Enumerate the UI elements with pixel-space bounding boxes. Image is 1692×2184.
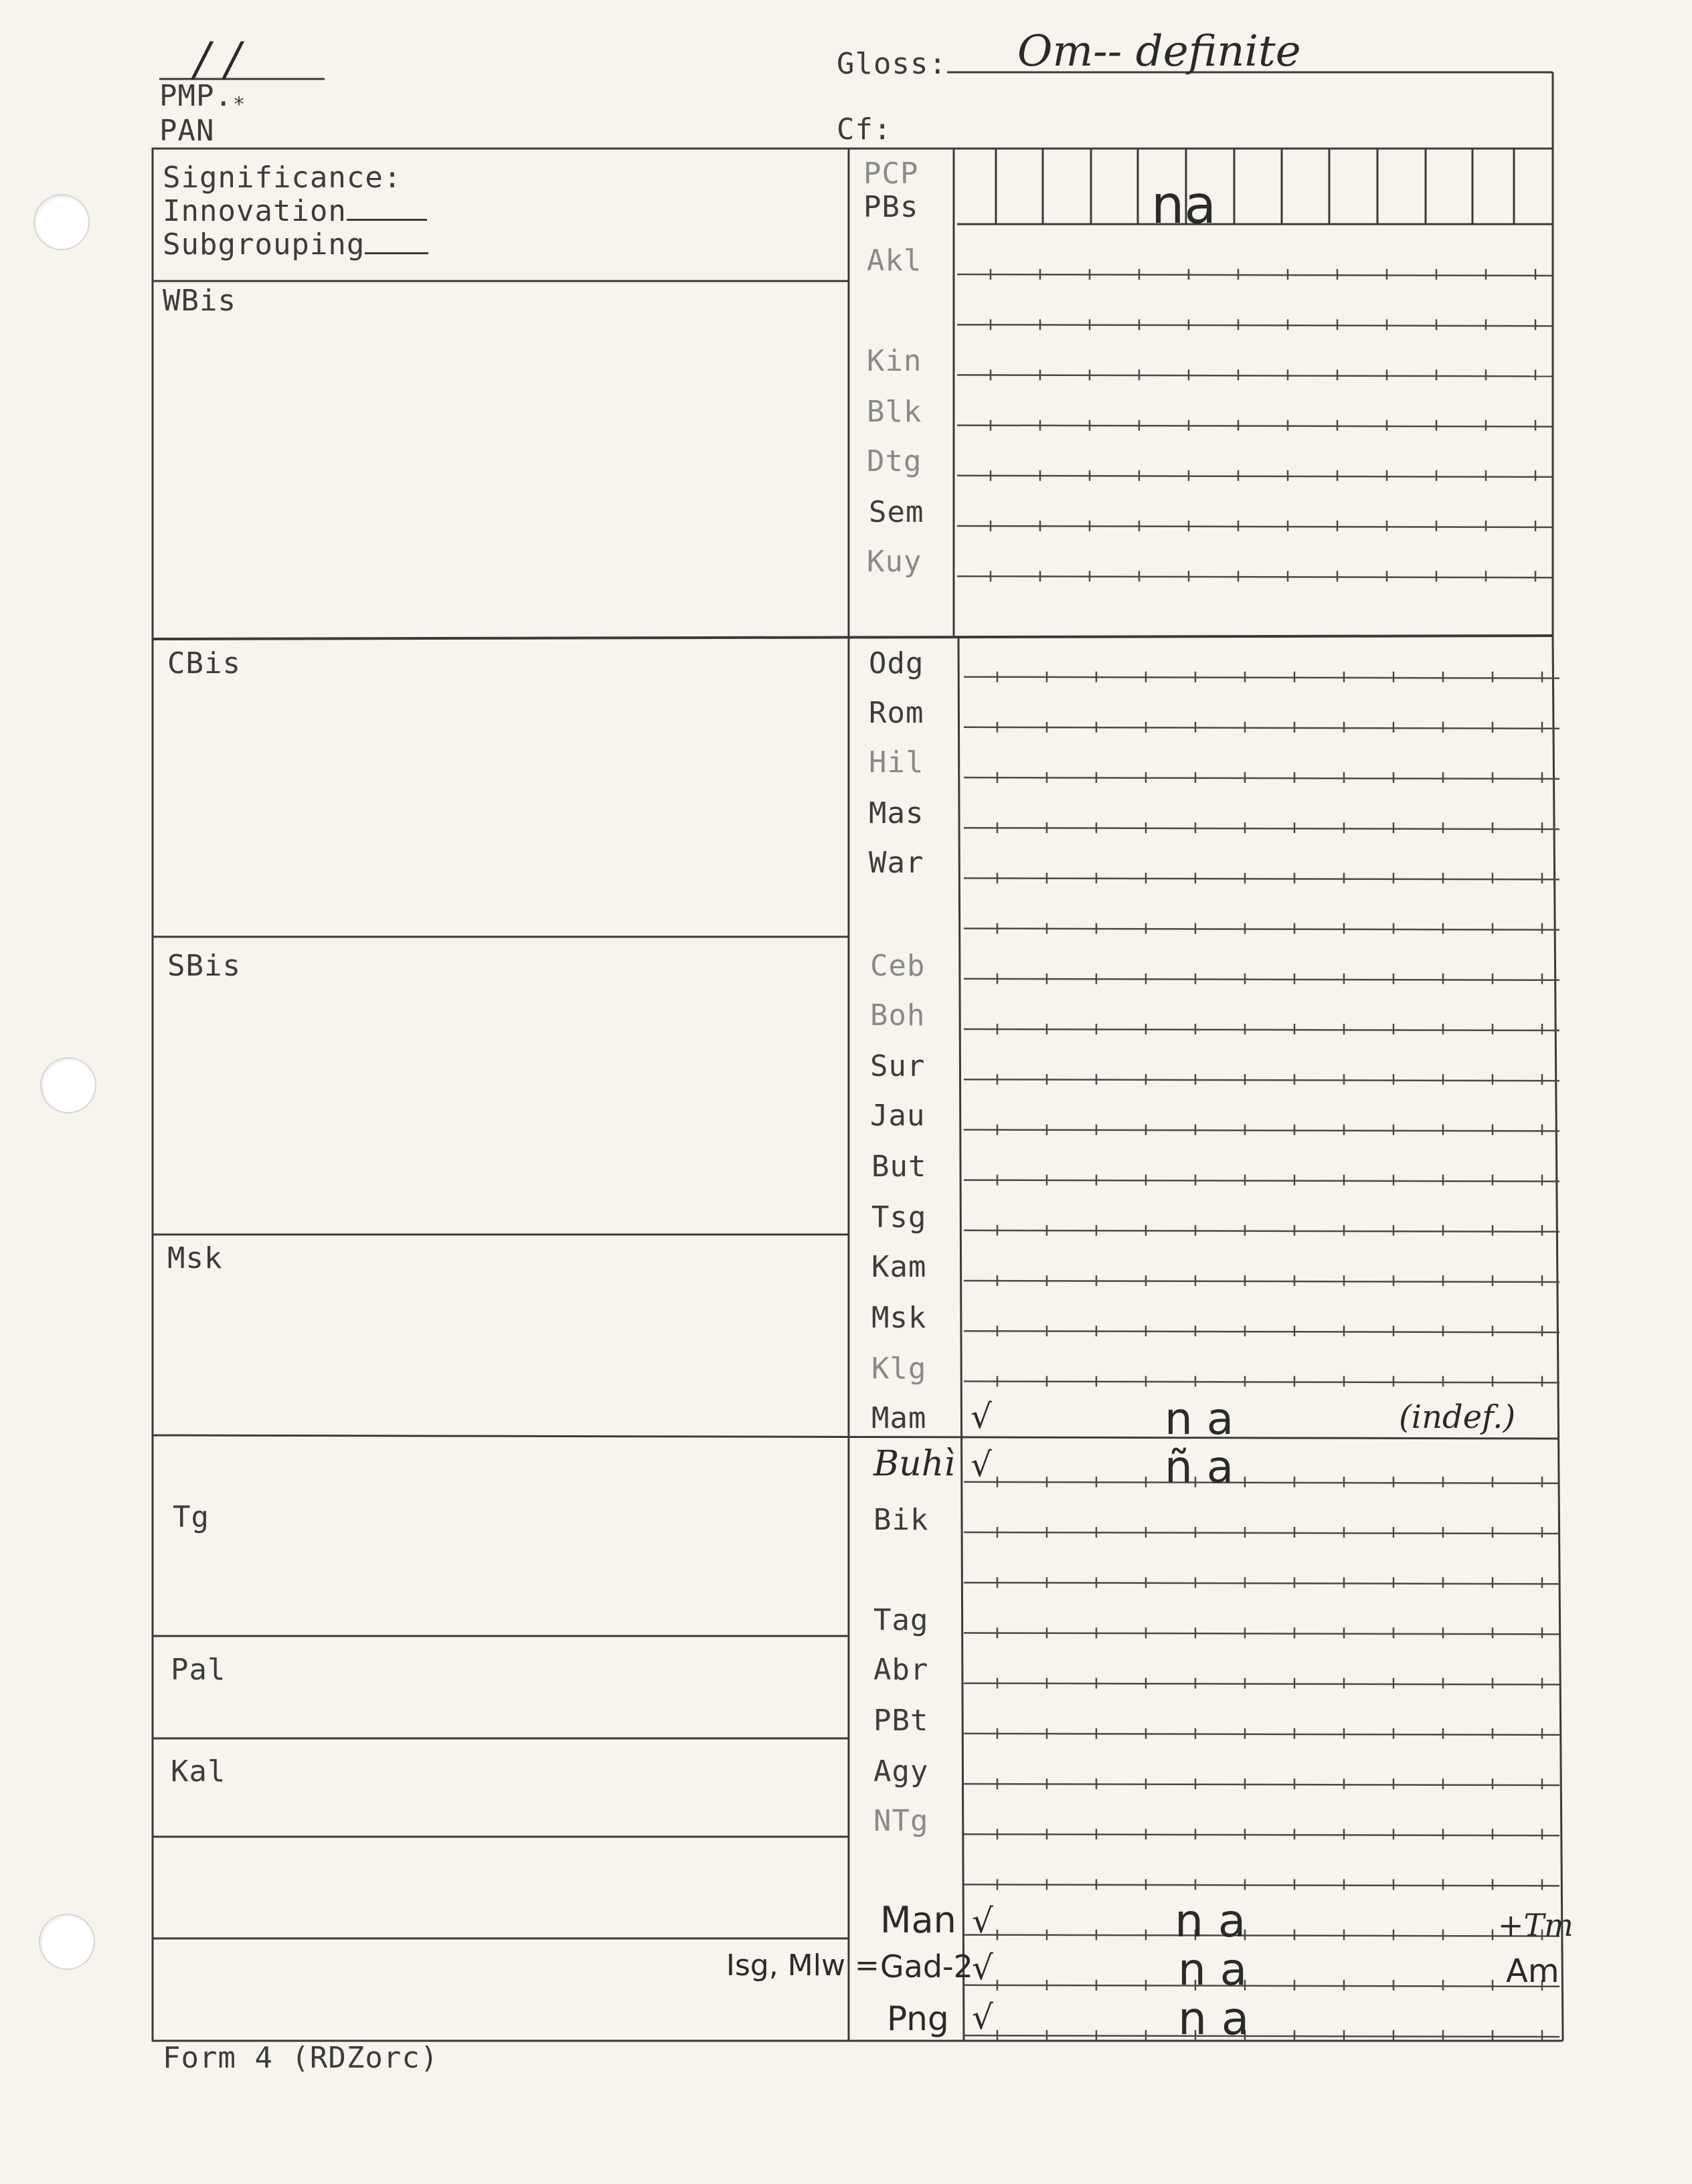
rule-line: [964, 1180, 1559, 1182]
rule-line: [957, 325, 1553, 326]
mam-form: n a: [1165, 1393, 1234, 1445]
gad-note: Am: [1506, 1952, 1559, 1990]
rule-line: [964, 2035, 1559, 2037]
lang-pcp: PCP: [863, 157, 919, 191]
man-label: Man: [880, 1899, 956, 1941]
lang-ntg: NTg: [873, 1804, 929, 1838]
section-wbis: WBis: [163, 284, 236, 318]
lang-kuy: Kuy: [867, 545, 922, 579]
rule-line: [964, 1683, 1559, 1685]
man-note: +Tm: [1498, 1907, 1574, 1943]
lang-tag: Tag: [873, 1603, 929, 1637]
rule-line: [964, 1079, 1559, 1081]
rule-line: [964, 828, 1559, 829]
lang-mam: Mam: [871, 1401, 927, 1435]
lang-blk: Blk: [867, 395, 922, 429]
rule-line: [964, 1985, 1559, 1987]
png-form: n a: [1178, 1993, 1250, 2045]
subgrouping-text: Subgrouping: [163, 227, 365, 262]
rule-line: [964, 929, 1559, 930]
rule-line: [957, 476, 1553, 477]
lang-sur: Sur: [870, 1049, 926, 1083]
lang-odg: Odg: [869, 646, 924, 680]
lang-pbt: PBt: [873, 1704, 929, 1738]
rule-line: [957, 274, 1553, 276]
section-pal: Pal: [171, 1653, 226, 1687]
rule-line: [964, 1129, 1559, 1131]
subgrouping-label: [163, 227, 428, 262]
rule-line: [964, 1482, 1559, 1483]
lang-rom: Rom: [869, 696, 924, 730]
gloss-label: Gloss:: [837, 47, 947, 81]
buhi-form: ñ a: [1165, 1441, 1234, 1493]
section-kal: Kal: [171, 1754, 226, 1789]
png-label: Png: [887, 1999, 949, 2038]
lang-msk: Msk: [871, 1301, 927, 1335]
pmp-label-text: PMP.: [159, 79, 233, 113]
pbs-form: na: [1151, 175, 1217, 236]
lang-akl: Akl: [867, 244, 922, 278]
form-label: Form 4 (RDZorc): [163, 2041, 439, 2075]
lang-kin: Kin: [867, 344, 922, 378]
lang-klg: Klg: [871, 1352, 927, 1386]
rule-line: [964, 878, 1559, 879]
rule-line: [964, 727, 1559, 729]
innovation-blank: [347, 219, 427, 221]
rule-line: [964, 1734, 1559, 1735]
significance-title: Significance:: [163, 161, 402, 195]
buhi-label: Buhì: [873, 1444, 955, 1484]
lang-pbs: PBs: [863, 190, 919, 224]
section-sbis: SBis: [167, 949, 241, 983]
rule-line: [964, 1231, 1559, 1232]
mam-check: √: [970, 1397, 992, 1436]
gad-form: n a: [1178, 1944, 1248, 1995]
gloss-value: Om-- definite: [1017, 27, 1301, 76]
lang-jau: Jau: [870, 1099, 926, 1133]
rule-line: [957, 426, 1553, 427]
section-tg: Tg: [173, 1500, 209, 1534]
gad-label: Gad-2: [880, 1948, 973, 1985]
lang-abr: Abr: [873, 1653, 929, 1687]
png-check: √: [972, 1998, 993, 2037]
rule-line: [964, 1633, 1559, 1634]
subgrouping-blank: [365, 252, 428, 254]
lang-sem: Sem: [869, 495, 924, 529]
rule-line: [964, 1884, 1559, 1886]
gad-check: √: [972, 1948, 993, 1987]
rule-line: [964, 1935, 1559, 1936]
left-note: Isg, Mlw =: [726, 1948, 879, 1983]
rule-line: [964, 1281, 1559, 1282]
section-cbis: CBis: [167, 646, 241, 680]
date-slashes: / /: [194, 32, 241, 87]
man-check: √: [972, 1902, 993, 1940]
lang-hil: Hil: [869, 745, 924, 780]
lang-war: War: [869, 846, 924, 880]
rule-line: [964, 1784, 1559, 1785]
innovation-label: [163, 194, 427, 228]
rule-line: [964, 979, 1559, 980]
mam-note: (indef.): [1399, 1398, 1516, 1436]
lang-kam: Kam: [871, 1250, 927, 1284]
rule-line: [964, 1331, 1559, 1332]
rule-line: [964, 1029, 1559, 1030]
rule-line: [964, 1582, 1559, 1584]
innovation-text: Innovation: [163, 194, 347, 228]
pmp-label: [159, 79, 246, 116]
cf-label: Cf:: [837, 112, 892, 147]
rule-line: [964, 1834, 1559, 1835]
lang-dtg: Dtg: [867, 444, 922, 478]
rule-line: [964, 677, 1559, 678]
rule-line: [957, 526, 1553, 527]
lang-boh: Boh: [870, 998, 926, 1032]
section-msk: Msk: [167, 1241, 223, 1275]
lang-mas: Mas: [869, 796, 924, 830]
lang-agy: Agy: [873, 1754, 929, 1789]
pan-label: PAN: [159, 114, 215, 148]
lang-bik: Bik: [873, 1503, 929, 1537]
rule-line: [957, 375, 1553, 376]
rule-line: [957, 576, 1553, 577]
rule-line: [964, 1381, 1559, 1382]
pmp-asterisk: *: [232, 93, 246, 116]
man-form: n a: [1175, 1895, 1246, 1948]
rule-line: [964, 1532, 1559, 1534]
rule-line: [964, 778, 1559, 779]
lang-but: But: [871, 1150, 927, 1184]
buhi-check: √: [970, 1445, 992, 1484]
lang-tsg: Tsg: [871, 1200, 927, 1235]
lang-ceb: Ceb: [870, 949, 926, 983]
